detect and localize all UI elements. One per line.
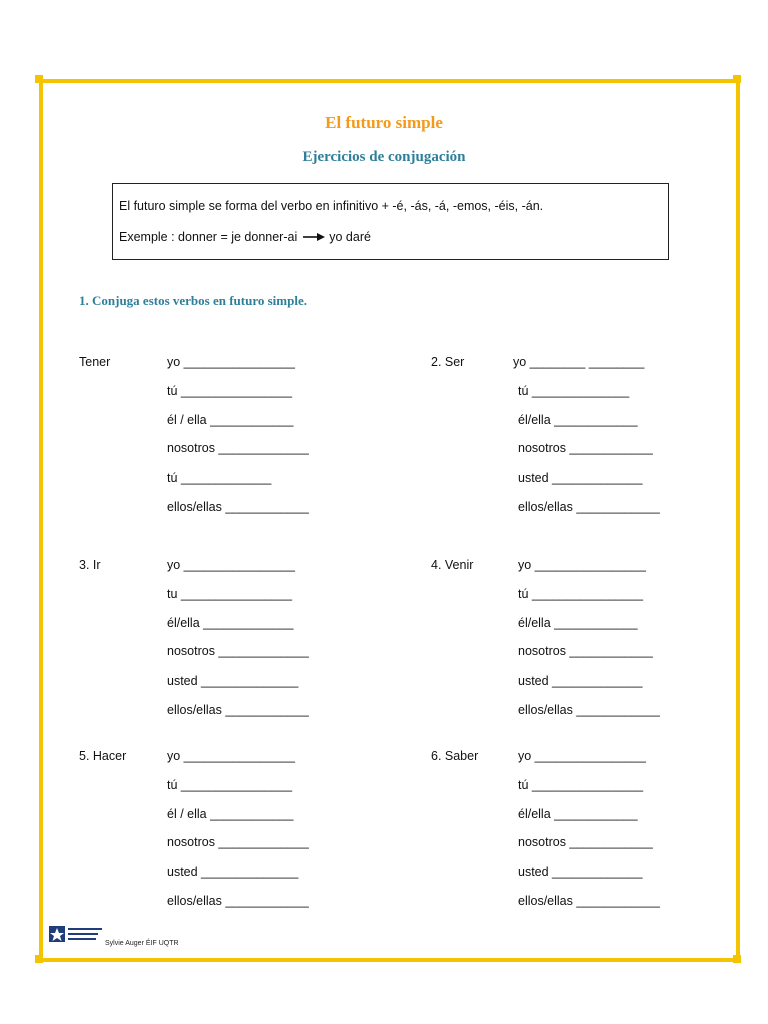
verb-label: 3. Ir <box>79 558 101 572</box>
conjugation-line[interactable]: ellos/ellas ____________ <box>167 500 309 514</box>
conjugation-line[interactable]: ellos/ellas ____________ <box>167 703 309 717</box>
conjugation-line[interactable]: tu ________________ <box>167 587 293 601</box>
verb-label: 4. Venir <box>431 558 474 572</box>
verb-label: 5. Hacer <box>79 749 127 763</box>
verb-label: 2. Ser <box>431 355 465 369</box>
conjugation-line[interactable]: nosotros _____________ <box>167 835 309 849</box>
conjugation-line[interactable]: usted ______________ <box>167 674 299 688</box>
frame-corner <box>733 75 741 83</box>
rule-text: El futuro simple se forma del verbo en infinitivo + -é, -ás, -á, -emos, -éis, -án. <box>119 199 544 213</box>
conjugation-line[interactable]: nosotros _____________ <box>167 441 309 455</box>
page-subtitle: Ejercicios de conjugación <box>302 149 466 165</box>
conjugation-line[interactable]: ellos/ellas ____________ <box>518 703 660 717</box>
conjugation-line[interactable]: ellos/ellas ____________ <box>518 500 660 514</box>
verb-label: 6. Saber <box>431 749 479 763</box>
verb-label: Tener <box>79 355 111 369</box>
conjugation-line[interactable]: nosotros _____________ <box>167 644 309 658</box>
conjugation-line[interactable]: tú _____________ <box>167 471 272 485</box>
conjugation-line[interactable]: usted ______________ <box>167 865 299 879</box>
conjugation-line[interactable]: yo ________________ <box>167 355 295 369</box>
example-right: yo daré <box>329 230 371 244</box>
footer-credit: Sylvie Auger ÉIF UQTR <box>105 940 179 947</box>
conjugation-line[interactable]: yo ________ ________ <box>513 355 645 369</box>
right-arrow-icon <box>303 232 325 242</box>
conjugation-line[interactable]: él/ella ____________ <box>518 807 638 821</box>
conjugation-line[interactable]: él / ella ____________ <box>167 413 294 427</box>
conjugation-line[interactable]: tú ________________ <box>518 778 644 792</box>
conjugation-line[interactable]: él/ella ____________ <box>518 616 638 630</box>
conjugation-line[interactable]: tú ________________ <box>167 778 293 792</box>
conjugation-line[interactable]: usted _____________ <box>518 471 643 485</box>
example-line <box>119 230 371 244</box>
conjugation-line[interactable]: tú ________________ <box>518 587 644 601</box>
conjugation-line[interactable]: nosotros ____________ <box>518 441 653 455</box>
rule-box <box>112 183 669 260</box>
conjugation-line[interactable]: tú ________________ <box>167 384 293 398</box>
school-logo <box>49 926 105 951</box>
conjugation-line[interactable]: yo ________________ <box>518 558 646 572</box>
conjugation-line[interactable]: ellos/ellas ____________ <box>167 894 309 908</box>
example-left: Exemple : donner = je donner-ai <box>119 230 298 244</box>
exercise-instruction: 1. Conjuga estos verbos en futuro simple. <box>79 293 307 308</box>
conjugation-line[interactable]: usted _____________ <box>518 674 643 688</box>
frame-corner <box>733 955 741 963</box>
conjugation-line[interactable]: nosotros ____________ <box>518 835 653 849</box>
conjugation-line[interactable]: él / ella ____________ <box>167 807 294 821</box>
conjugation-line[interactable]: él/ella _____________ <box>167 616 294 630</box>
page-title: El futuro simple <box>325 113 443 132</box>
conjugation-line[interactable]: él/ella ____________ <box>518 413 638 427</box>
conjugation-line[interactable]: yo ________________ <box>518 749 646 763</box>
conjugation-line[interactable]: ellos/ellas ____________ <box>518 894 660 908</box>
conjugation-line[interactable]: usted _____________ <box>518 865 643 879</box>
conjugation-line[interactable]: yo ________________ <box>167 558 295 572</box>
conjugation-line[interactable]: yo ________________ <box>167 749 295 763</box>
conjugation-line[interactable]: tú ______________ <box>518 384 630 398</box>
frame-corner <box>35 75 43 83</box>
conjugation-line[interactable]: nosotros ____________ <box>518 644 653 658</box>
frame-corner <box>35 955 43 963</box>
